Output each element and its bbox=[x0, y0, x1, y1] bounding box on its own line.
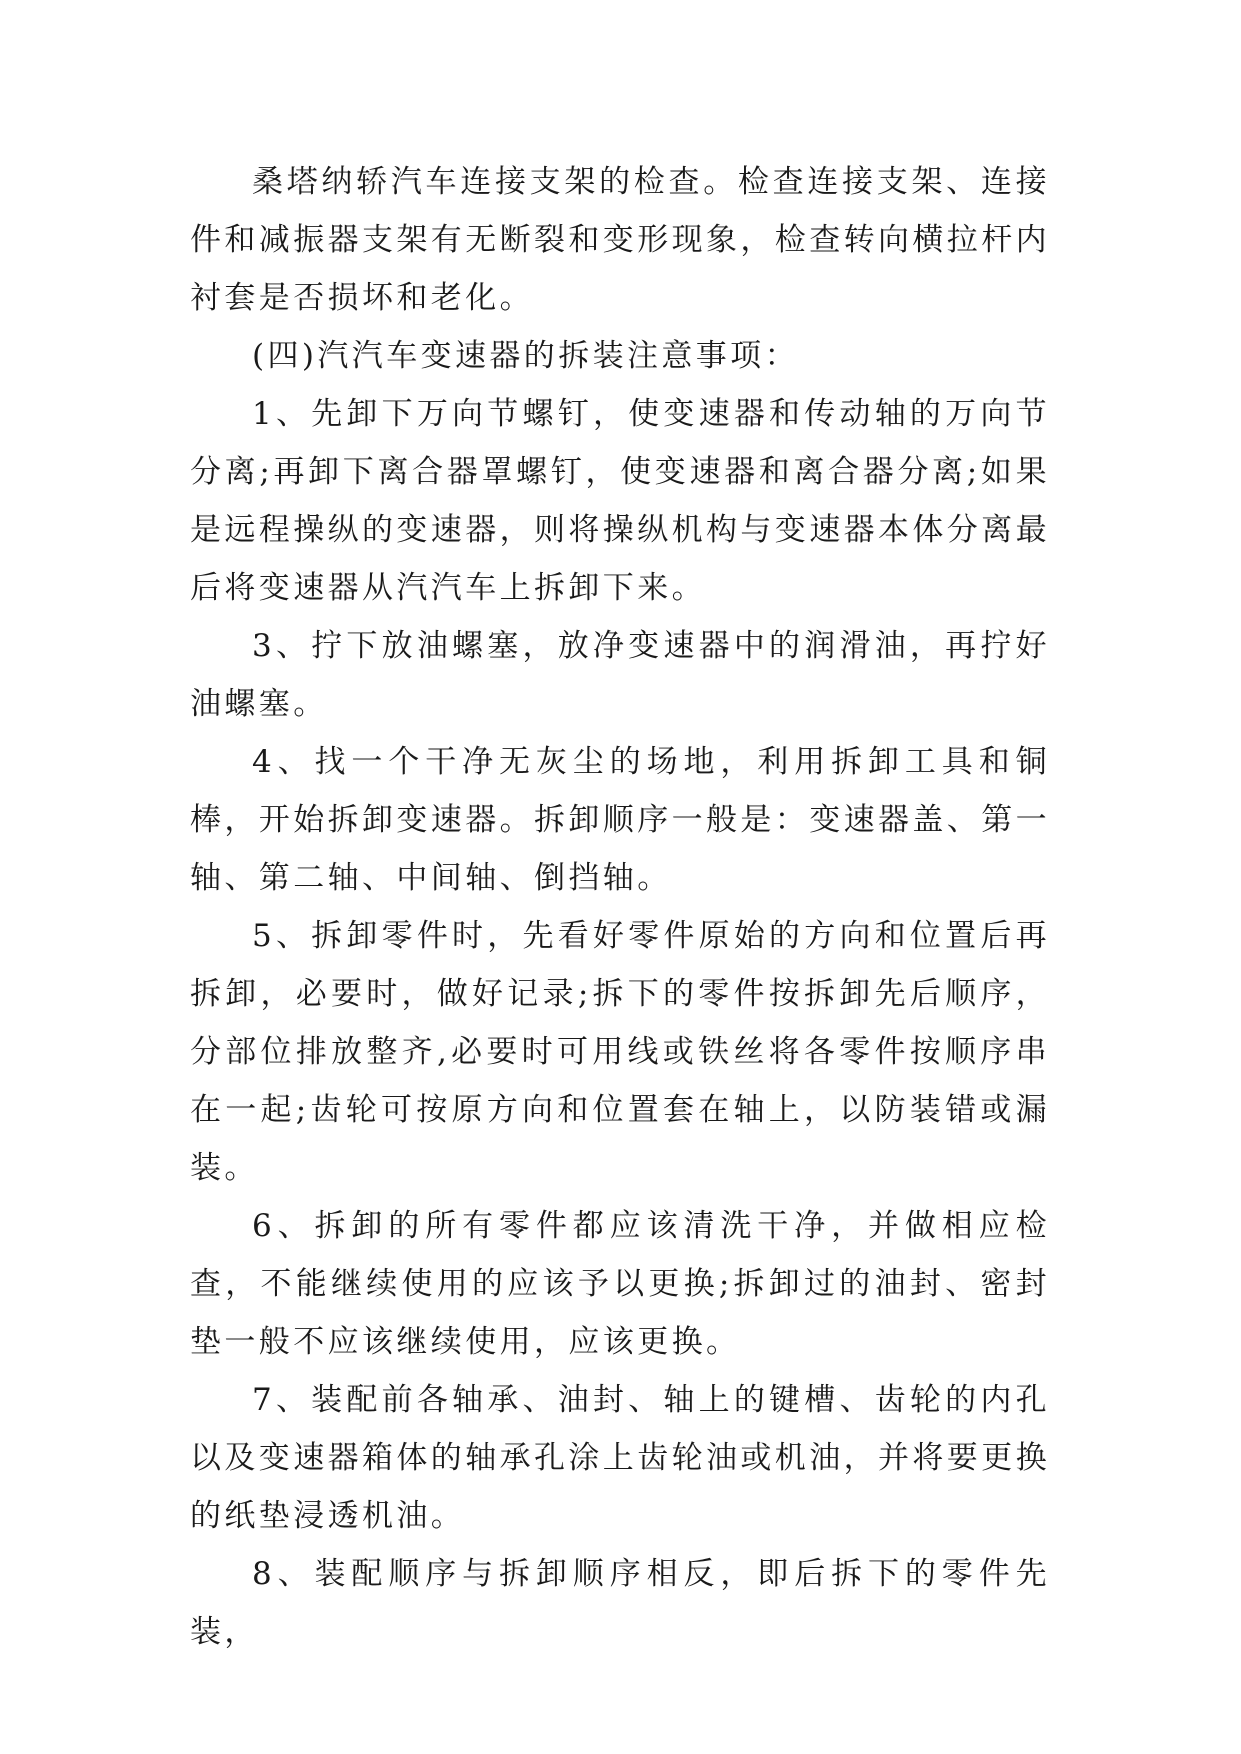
paragraph-step-4: 4、找一个干净无灰尘的场地，利用拆卸工具和铜棒，开始拆卸变速器。拆卸顺序一般是：变速器盖、第一轴、第二轴、中间轴、倒挡轴。 bbox=[190, 744, 1050, 896]
paragraph-support-inspection: 桑塔纳轿汽车连接支架的检查。检查连接支架、连接件和减振器支架有无断裂和变形现象，检查转向横拉杆内衬套是否损坏和老化。 bbox=[190, 164, 1050, 316]
paragraph-step-8: 8、装配顺序与拆卸顺序相反，即后拆下的零件先装， bbox=[190, 1556, 1050, 1650]
paragraph-step-1: 1、先卸下万向节螺钉，使变速器和传动轴的万向节分离;再卸下离合器罩螺钉，使变速器和离合器分离;如果是远程操纵的变速器，则将操纵机构与变速器本体分离最后将变速器从汽汽车上拆卸下来。 bbox=[190, 396, 1050, 606]
paragraph-step-5: 5、拆卸零件时，先看好零件原始的方向和位置后再拆卸，必要时，做好记录;拆下的零件按拆卸先后顺序，分部位排放整齐,必要时可用线或铁丝将各零件按顺序串在一起;齿轮可按原方向和位置套在轴上，以防装错或漏装。 bbox=[190, 918, 1050, 1186]
paragraph-step-3: 3、拧下放油螺塞，放净变速器中的润滑油，再拧好油螺塞。 bbox=[190, 628, 1050, 722]
section-heading-gearbox: (四)汽汽车变速器的拆装注意事项： bbox=[252, 338, 799, 374]
document-body bbox=[190, 153, 1050, 1661]
paragraph-step-7: 7、装配前各轴承、油封、轴上的键槽、齿轮的内孔以及变速器箱体的轴承孔涂上齿轮油或机油，并将要更换的纸垫浸透机油。 bbox=[190, 1382, 1050, 1534]
paragraph-step-6: 6、拆卸的所有零件都应该清洗干净，并做相应检查，不能继续使用的应该予以更换;拆卸过的油封、密封垫一般不应该继续使用，应该更换。 bbox=[190, 1208, 1050, 1360]
